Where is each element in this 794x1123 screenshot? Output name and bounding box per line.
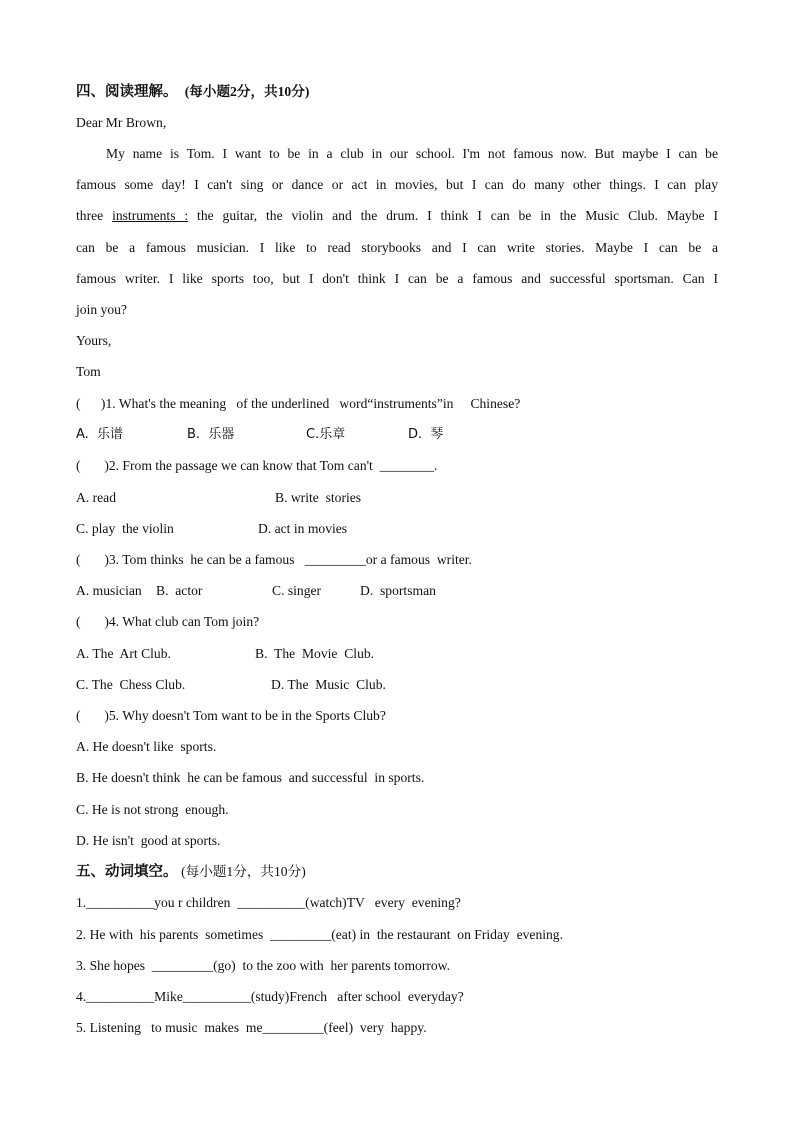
question-4-stem: ( )4. What club can Tom join? <box>76 614 260 629</box>
section-4-title: 四、阅读理解。 <box>76 84 178 100</box>
question-5-option-b: B. He doesn't think he can be famous and successful in sports. <box>76 770 425 785</box>
question-3-option-c: C. singer <box>272 583 322 598</box>
verb-item-5: 5. Listening to music makes me_________(feel) very happy. <box>76 1020 427 1035</box>
verb-item-1: 1.__________you r children __________(watch)TV every evening? <box>76 895 461 910</box>
letter-line-3 <box>76 207 718 225</box>
letter-line-6: join you? <box>76 302 127 317</box>
question-4-option-a: A. The Art Club. <box>76 646 171 661</box>
question-2-option-d: D. act in movies <box>258 521 348 536</box>
question-3-option-d: D. sportsman <box>360 583 436 598</box>
question-4-option-b: B. The Movie Club. <box>255 646 375 661</box>
letter-line-1: My name is Tom. I want to be in a club in our school. I'm not famous now. But maybe I can be <box>106 146 718 161</box>
question-1-option-c: C.乐章 <box>306 427 346 442</box>
section-5-points: (每小题1分，共10分) <box>181 864 306 879</box>
letter-greeting: Dear Mr Brown, <box>76 115 167 130</box>
letter-closing: Yours, <box>76 333 112 348</box>
letter-line-2: famous some day! I can't sing or dance or act in movies, but I can do many other things. I can play <box>76 177 718 192</box>
letter-line-3-start: three <box>76 208 113 223</box>
question-3-stem: ( )3. Tom thinks he can be a famous _________or a famous writer. <box>76 552 472 567</box>
question-3-option-b: B. actor <box>156 583 203 598</box>
question-2-option-c: C. play the violin <box>76 521 174 536</box>
verb-item-3: 3. She hopes _________(go) to the zoo with her parents tomorrow. <box>76 958 451 973</box>
question-3-option-a: A. musician <box>76 583 142 598</box>
verb-item-2: 2. He with his parents sometimes _________(eat) in the restaurant on Friday evening. <box>76 927 564 942</box>
section-5-title: 五、动词填空。 <box>76 864 178 880</box>
question-1-option-d: D. 琴 <box>408 427 444 442</box>
letter-signature: Tom <box>76 364 101 379</box>
question-5-option-c: C. He is not strong enough. <box>76 802 229 817</box>
underlined-word-instruments: instruments : <box>112 208 189 223</box>
question-2-option-b: B. write stories <box>275 490 362 505</box>
question-1-option-a: A. 乐谱 <box>76 427 124 442</box>
question-4-option-c: C. The Chess Club. <box>76 677 186 692</box>
question-2-option-a: A. read <box>76 490 117 505</box>
question-1-stem: ( )1. What's the meaning of the underlined word“instruments”in Chinese? <box>76 396 521 411</box>
question-5-option-d: D. He isn't good at sports. <box>76 833 221 848</box>
question-5-option-a: A. He doesn't like sports. <box>76 739 217 754</box>
question-5-stem: ( )5. Why doesn't Tom want to be in the Sports Club? <box>76 708 386 723</box>
letter-line-5: famous writer. I like sports too, but I don't think I can be a famous and successful sportsman. Can I <box>76 271 718 286</box>
section-4-heading <box>76 83 309 101</box>
verb-item-4: 4.__________Mike__________(study)French after school everyday? <box>76 989 464 1004</box>
section-5-heading <box>76 863 306 881</box>
question-4-option-d: D. The Music Club. <box>271 677 386 692</box>
question-2-stem: ( )2. From the passage we can know that Tom can't ________. <box>76 458 438 473</box>
section-4-points: (每小题2分，共10分) <box>184 84 310 99</box>
question-1-option-b: B. 乐器 <box>187 427 235 442</box>
letter-line-4: can be a famous musician. I like to read storybooks and I can write stories. Maybe I can be a <box>76 240 718 255</box>
letter-line-3-end: the guitar, the violin and the drum. I think I can be in the Music Club. Maybe I <box>188 208 718 223</box>
